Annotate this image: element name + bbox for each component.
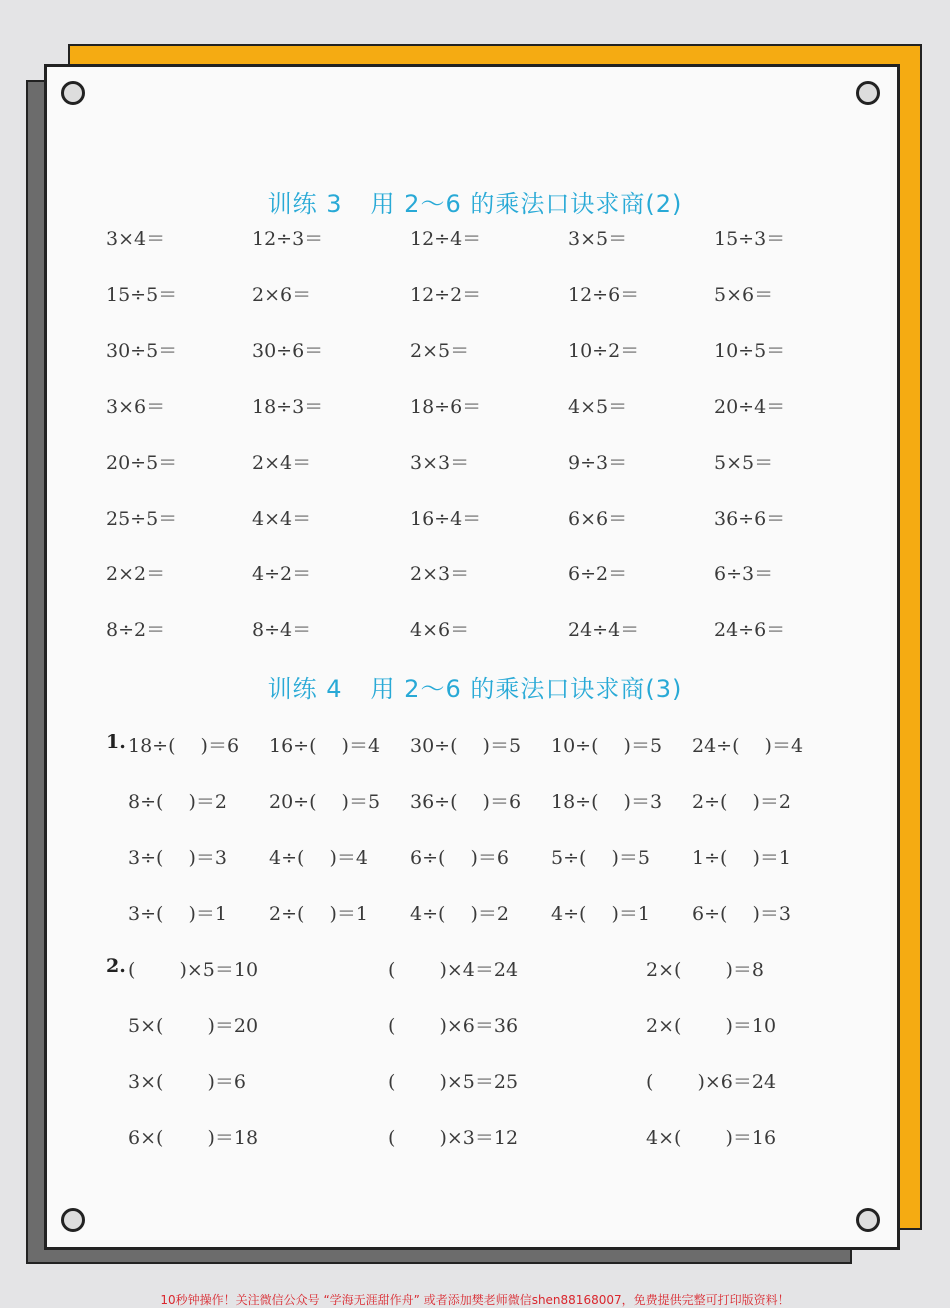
exercise-item: 2×5＝	[410, 339, 470, 362]
exercise-item: 3×3＝	[410, 451, 470, 474]
exercise-item: 2×( )＝10	[646, 1015, 777, 1037]
exercise-item: 15÷3＝	[714, 228, 786, 250]
exercise-item: 2÷( )＝1	[269, 903, 368, 925]
exercise-item: 1÷( )＝1	[692, 847, 791, 869]
exercise-item: 6÷( )＝3	[692, 903, 791, 925]
exercise-item: 12÷6＝	[568, 283, 640, 306]
exercise-item: 3÷( )＝3	[128, 847, 227, 869]
exercise-item: 24÷4＝	[568, 619, 640, 642]
pin-icon	[856, 1208, 880, 1232]
exercise-item: 6×( )＝18	[128, 1127, 259, 1149]
exercise-item: 2×6＝	[252, 283, 312, 306]
pin-icon	[61, 1208, 85, 1232]
exercise-item: 3×4＝	[106, 228, 166, 250]
exercise-item: 6×6＝	[568, 507, 628, 530]
exercise-item: 20÷5＝	[106, 451, 178, 474]
section-4-number: 训练 4	[267, 675, 343, 703]
exercise-item: 9÷3＝	[568, 451, 628, 474]
exercise-item: 2×2＝	[106, 563, 166, 586]
question-1-label: 1.	[106, 731, 126, 753]
exercise-item: 5÷( )＝5	[551, 847, 650, 869]
section-3-number: 训练 3	[267, 190, 343, 218]
exercise-item: 8÷4＝	[252, 619, 312, 642]
exercise-item: ( )×3＝12	[388, 1127, 519, 1149]
footer-notice: 10秒钟操作！关注微信公众号 “学海无涯甜作舟” 或者添加樊老师微信shen88168007，免费提供完整可打印版资料！	[160, 1293, 790, 1307]
exercise-item: ( )×6＝36	[388, 1015, 519, 1037]
exercise-item: 20÷( )＝5	[269, 791, 381, 813]
exercise-item: 3×( )＝6	[128, 1071, 246, 1093]
section-3-heading: 用 2～6 的乘法口诀求商(2)	[370, 190, 683, 218]
exercise-item: 18÷( )＝3	[551, 791, 663, 813]
exercise-item: 4÷2＝	[252, 563, 312, 586]
exercise-item: ( )×4＝24	[388, 959, 519, 981]
question-2-label: 2.	[106, 955, 126, 977]
exercise-item: 24÷6＝	[714, 619, 786, 642]
exercise-item: 10÷2＝	[568, 339, 640, 362]
exercise-item: 12÷4＝	[410, 228, 482, 250]
exercise-item: ( )×6＝24	[646, 1071, 777, 1093]
exercise-item: 2×3＝	[410, 563, 470, 586]
exercise-item: 12÷3＝	[252, 228, 324, 250]
exercise-item: 8÷( )＝2	[128, 791, 227, 813]
exercise-item: 2×( )＝8	[646, 959, 764, 981]
exercise-item: 3×6＝	[106, 395, 166, 418]
pin-icon	[856, 81, 880, 105]
exercise-item: 5×5＝	[714, 451, 774, 474]
exercise-item: ( )×5＝25	[388, 1071, 519, 1093]
exercise-item: 30÷5＝	[106, 339, 178, 362]
exercise-item: 2÷( )＝2	[692, 791, 791, 813]
exercise-item: 36÷6＝	[714, 507, 786, 530]
section-3-title	[0, 184, 950, 219]
exercise-item: 4÷( )＝2	[410, 903, 509, 925]
exercise-item: 4×( )＝16	[646, 1127, 777, 1149]
exercise-item: 24÷( )＝4	[692, 735, 804, 757]
section-4-title	[0, 669, 950, 704]
exercise-item: 2×4＝	[252, 451, 312, 474]
pin-icon	[61, 81, 85, 105]
exercise-item: 36÷( )＝6	[410, 791, 522, 813]
exercise-item: 10÷5＝	[714, 339, 786, 362]
exercise-item: 12÷2＝	[410, 283, 482, 306]
exercise-item: ( )×5＝10	[128, 959, 259, 981]
exercise-item: 4×4＝	[252, 507, 312, 530]
exercise-item: 15÷5＝	[106, 283, 178, 306]
exercise-item: 6÷3＝	[714, 563, 774, 586]
exercise-item: 18÷3＝	[252, 395, 324, 418]
exercise-item: 18÷( )＝6	[128, 735, 240, 757]
exercise-item: 18÷6＝	[410, 395, 482, 418]
exercise-item: 16÷( )＝4	[269, 735, 381, 757]
exercise-item: 6÷2＝	[568, 563, 628, 586]
exercise-item: 5×6＝	[714, 283, 774, 306]
exercise-item: 4÷( )＝4	[269, 847, 368, 869]
exercise-item: 3÷( )＝1	[128, 903, 227, 925]
exercise-item: 16÷4＝	[410, 507, 482, 530]
exercise-item: 4÷( )＝1	[551, 903, 650, 925]
exercise-item: 3×5＝	[568, 228, 628, 250]
exercise-item: 4×6＝	[410, 619, 470, 642]
exercise-item: 6÷( )＝6	[410, 847, 509, 869]
exercise-item: 20÷4＝	[714, 395, 786, 418]
exercise-item: 8÷2＝	[106, 619, 166, 642]
exercise-item: 25÷5＝	[106, 507, 178, 530]
exercise-item: 30÷6＝	[252, 339, 324, 362]
exercise-item: 30÷( )＝5	[410, 735, 522, 757]
exercise-item: 5×( )＝20	[128, 1015, 259, 1037]
exercise-item: 4×5＝	[568, 395, 628, 418]
exercise-item: 10÷( )＝5	[551, 735, 663, 757]
section-4-heading: 用 2～6 的乘法口诀求商(3)	[370, 675, 683, 703]
